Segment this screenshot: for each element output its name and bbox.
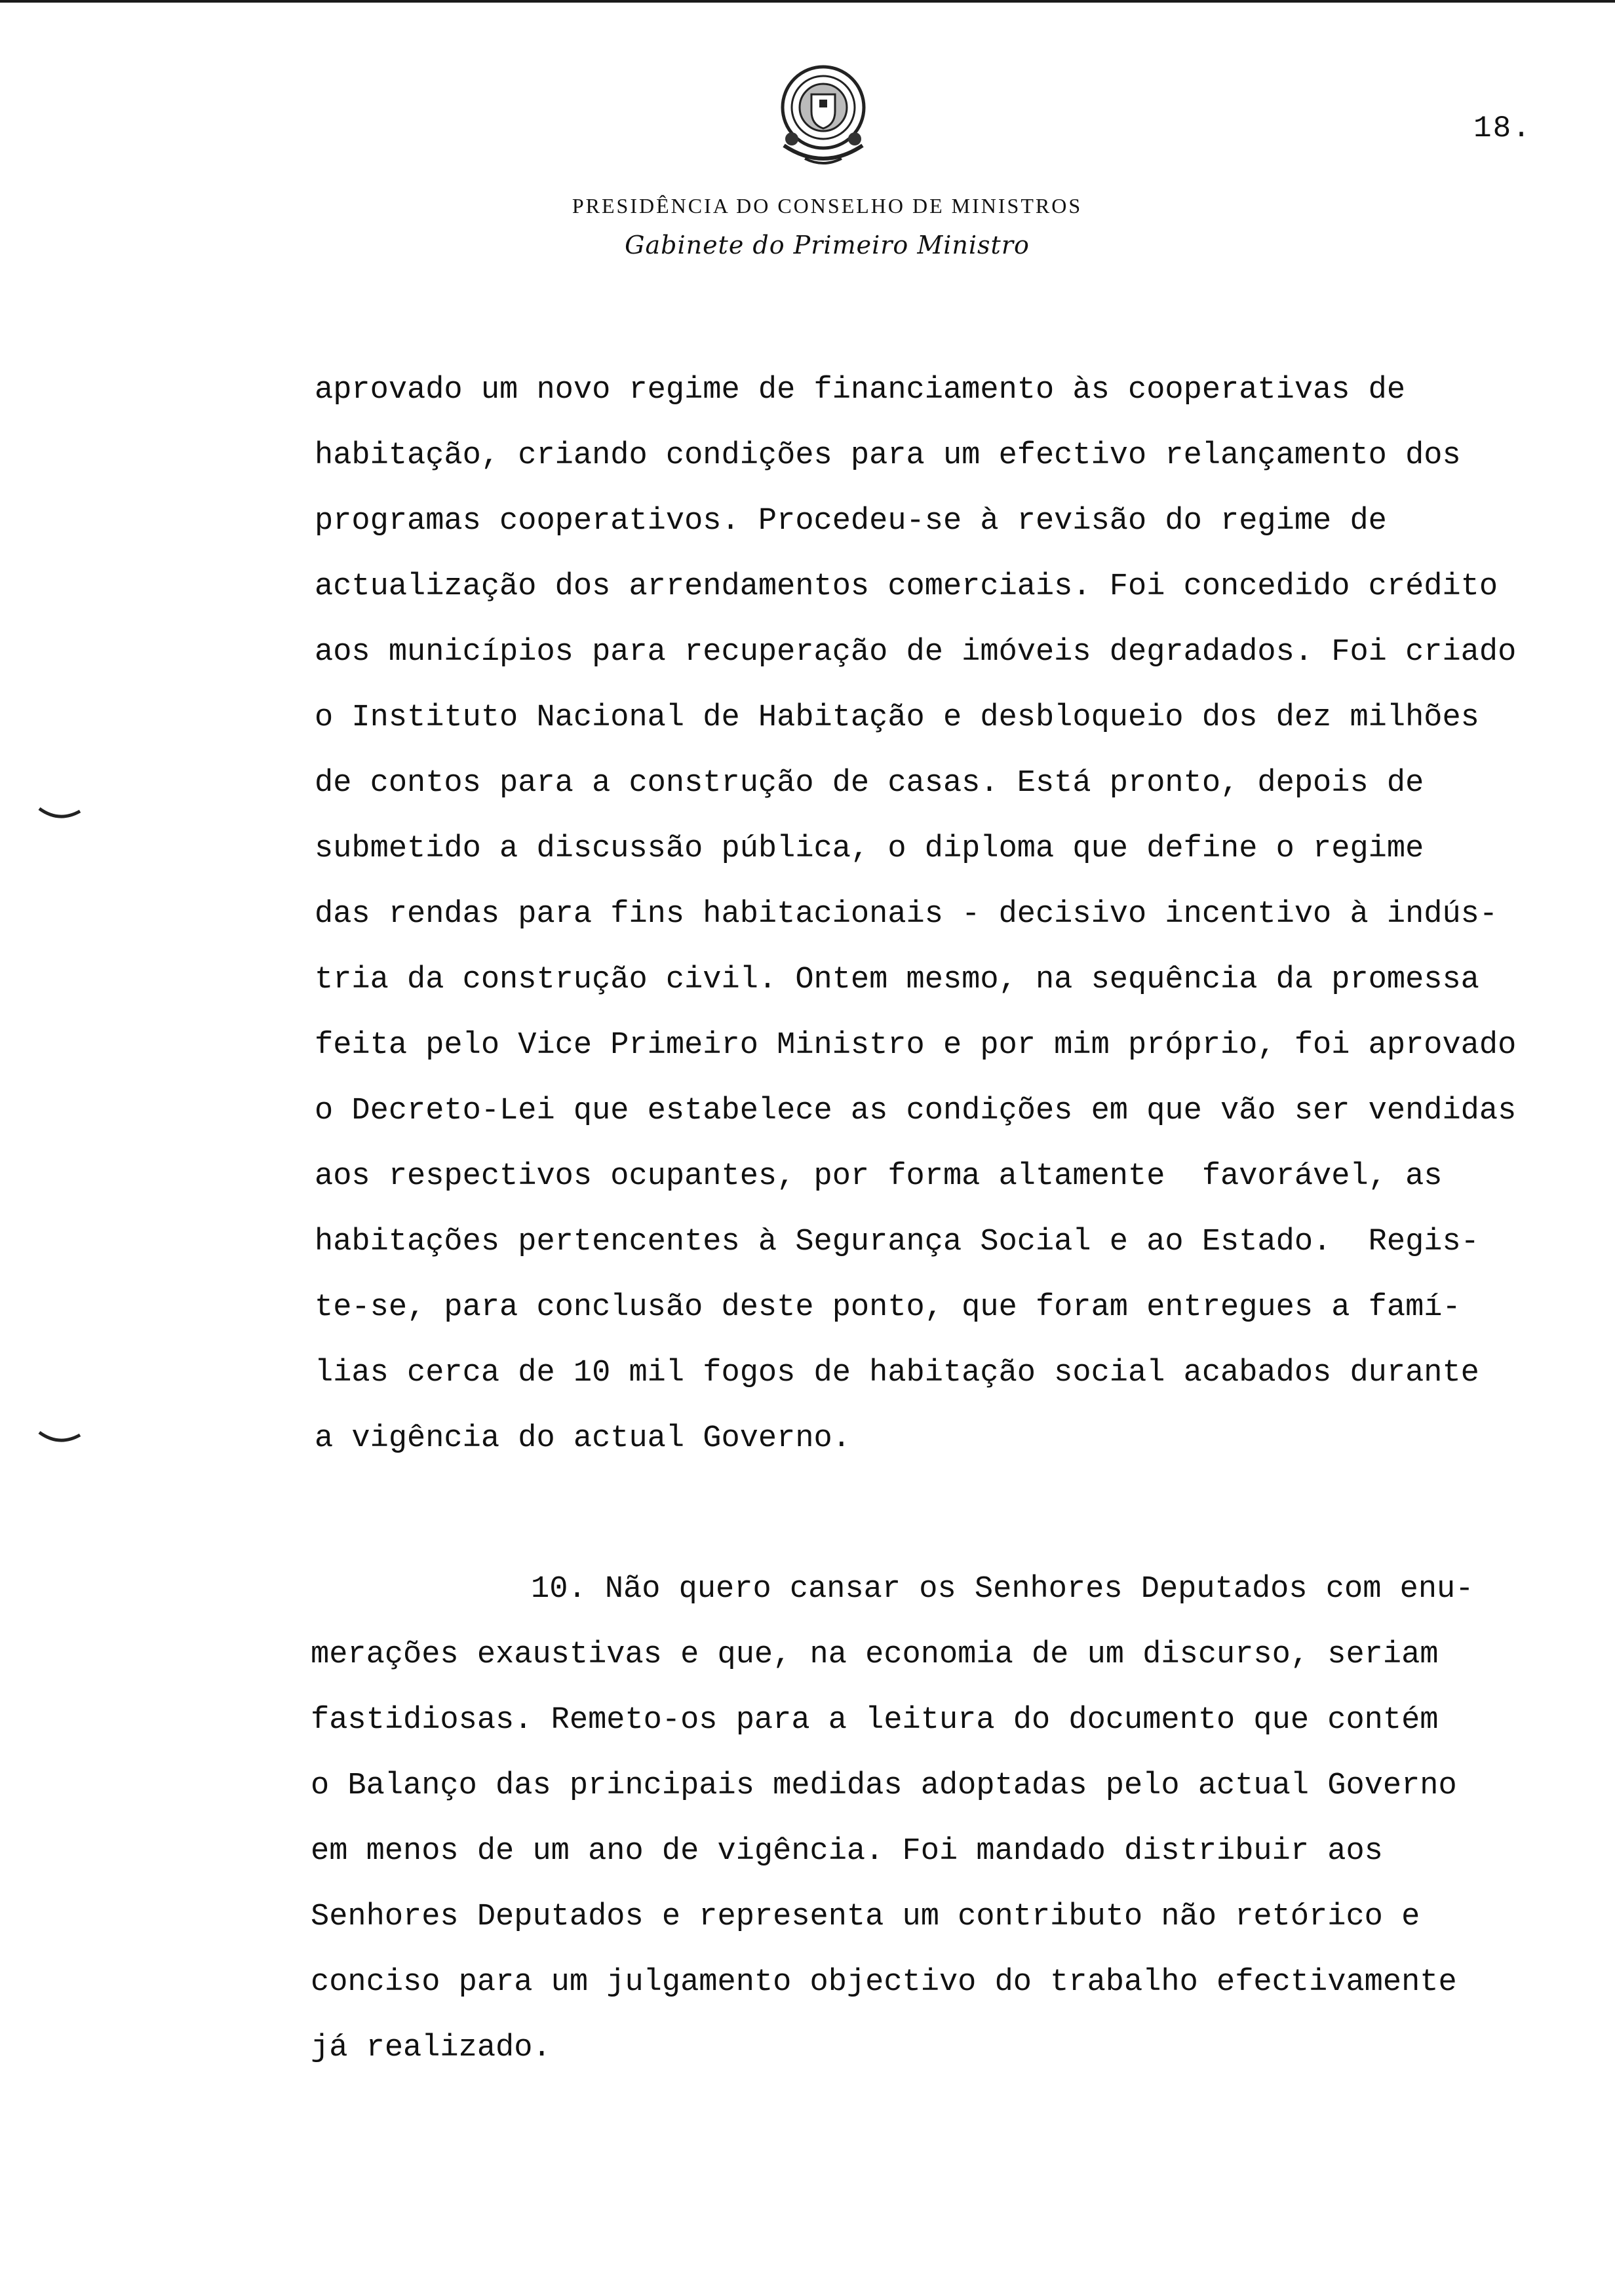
- body-line: o Balanço das principais medidas adoptadas pelo actual Governo: [311, 1769, 1457, 1803]
- body-line: aos municípios para recuperação de imóveis degradados. Foi criado: [315, 635, 1517, 670]
- body-line: o Instituto Nacional de Habitação e desbloqueio dos dez milhões: [315, 700, 1479, 735]
- office-subtitle: Gabinete do Primeiro Ministro: [625, 231, 1030, 259]
- binder-hole-mark-icon: [37, 805, 83, 824]
- body-line: das rendas para fins habitacionais - decisivo incentivo à indús-: [315, 897, 1498, 932]
- body-line: de contos para a construção de casas. Está pronto, depois de: [315, 766, 1424, 801]
- body-line: actualização dos arrendamentos comerciais. Foi concedido crédito: [315, 569, 1498, 604]
- office-name: PRESIDÊNCIA DO CONSELHO DE MINISTROS: [572, 194, 1083, 218]
- body-line: te-se, para conclusão deste ponto, que foram entregues a famí-: [315, 1290, 1461, 1325]
- binder-hole-mark-icon: [37, 1428, 83, 1448]
- body-line: aos respectivos ocupantes, por forma altamente favorável, as: [315, 1159, 1443, 1194]
- body-line: habitação, criando condições para um efectivo relançamento dos: [315, 438, 1461, 473]
- body-line: lias cerca de 10 mil fogos de habitação social acabados durante: [315, 1356, 1479, 1390]
- body-line: fastidiosas. Remeto-os para a leitura do documento que contém: [311, 1703, 1439, 1738]
- body-line: Senhores Deputados e representa um contributo não retórico e: [311, 1900, 1420, 1934]
- body-line: submetido a discussão pública, o diploma que define o regime: [315, 832, 1424, 866]
- body-line: tria da construção civil. Ontem mesmo, na sequência da promessa: [315, 963, 1479, 997]
- body-line: habitações pertencentes à Segurança Social e ao Estado. Regis-: [315, 1225, 1479, 1259]
- body-line: merações exaustivas e que, na economia de um discurso, seriam: [311, 1637, 1439, 1672]
- top-scan-rule: [0, 0, 1615, 3]
- coat-of-arms-seal-icon: [766, 60, 881, 172]
- body-line: feita pelo Vice Primeiro Ministro e por mim próprio, foi aprovado: [315, 1028, 1517, 1063]
- page-number: 18.: [1473, 111, 1532, 145]
- body-line: conciso para um julgamento objectivo do trabalho efectivamente: [311, 1965, 1457, 2000]
- body-line: programas cooperativos. Procedeu-se à revisão do regime de: [315, 504, 1387, 539]
- body-line: aprovado um novo regime de financiamento às cooperativas de: [315, 373, 1406, 408]
- body-line: 10. Não quero cansar os Senhores Deputados com enu-: [531, 1572, 1474, 1607]
- body-line: em menos de um ano de vigência. Foi mandado distribuir aos: [311, 1834, 1383, 1869]
- body-line: já realizado.: [311, 2031, 551, 2065]
- body-line: a vigência do actual Governo.: [315, 1421, 851, 1456]
- body-line: o Decreto-Lei que estabelece as condições em que vão ser vendidas: [315, 1094, 1517, 1128]
